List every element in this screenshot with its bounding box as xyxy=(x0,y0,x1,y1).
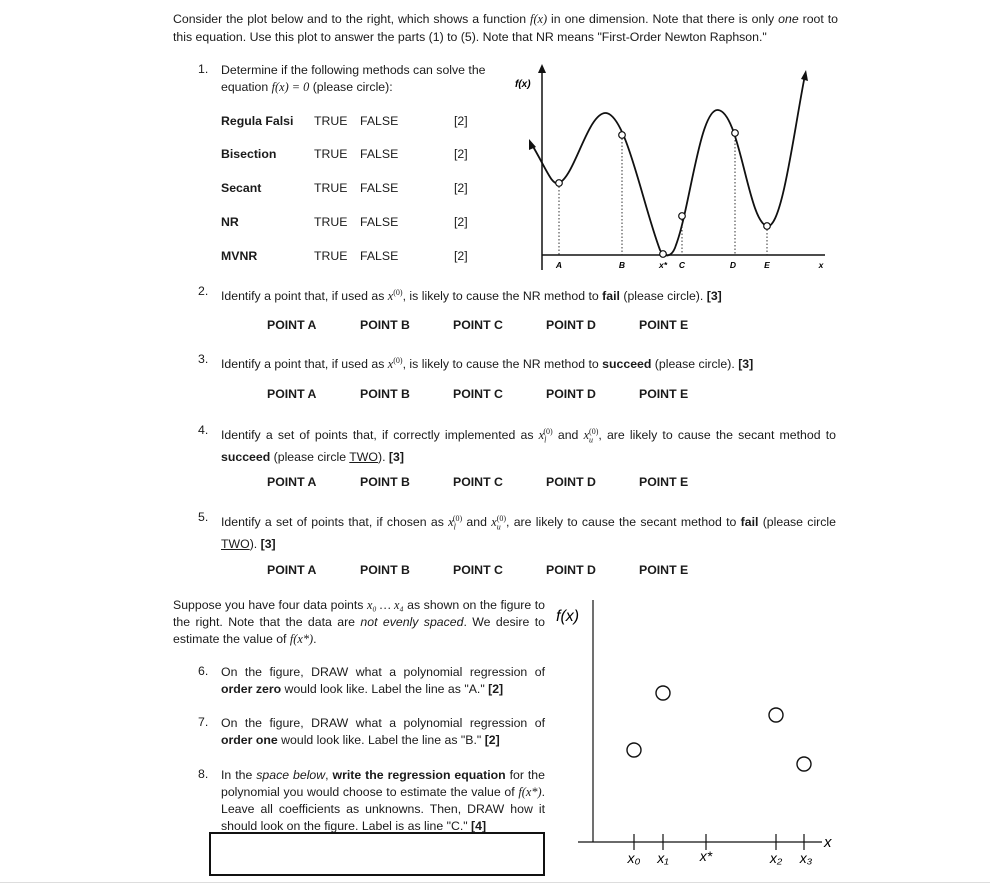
false-option[interactable]: FALSE xyxy=(360,249,399,263)
intro-paragraph: Consider the plot below and to the right, which shows a function f(x) in one dimension. Note that there is only one root to this equation. Use this plot to answer the parts (1) to (5). Note that NR means "First-Order Newton Raphson." xyxy=(173,12,839,44)
true-option[interactable]: TRUE xyxy=(314,181,348,195)
question-6-number: 6. xyxy=(198,664,209,678)
tick-label-a: A xyxy=(555,260,563,270)
method-mvnr: MVNR xyxy=(221,249,258,263)
true-option[interactable]: TRUE xyxy=(314,114,348,128)
marks: [2] xyxy=(454,249,468,263)
q4-point-e[interactable]: POINT E xyxy=(639,475,689,489)
question-8-text: In the space below, write the regression equation for the polynomial you would choose to estimate the value of f(x*). Leave all coefficients as unknowns. Then, DRAW how it should look on the figure. Label is as line "C." [4] xyxy=(221,768,545,833)
q5-point-d[interactable]: POINT D xyxy=(546,563,596,577)
q3-point-a[interactable]: POINT A xyxy=(267,387,317,401)
marks: [2] xyxy=(454,181,468,195)
method-nr: NR xyxy=(221,215,239,229)
point-c-marker xyxy=(679,213,686,220)
q2-point-c[interactable]: POINT C xyxy=(453,318,503,332)
data-point-x0 xyxy=(627,743,641,757)
question-5-text: Identify a set of points that, if chosen as $x_l^{(0)}$ and $x_u^{(0)}$, are likely to cause the secant method to fail (please circle TWO). [3] xyxy=(221,514,836,551)
true-option[interactable]: TRUE xyxy=(314,215,348,229)
data-point-x2 xyxy=(769,708,783,722)
q2-point-e[interactable]: POINT E xyxy=(639,318,689,332)
q3-point-b[interactable]: POINT B xyxy=(360,387,410,401)
q4-point-a[interactable]: POINT A xyxy=(267,475,317,489)
answer-box[interactable] xyxy=(209,832,545,876)
q5-point-c[interactable]: POINT C xyxy=(453,563,503,577)
marks: [2] xyxy=(454,147,468,161)
method-secant: Secant xyxy=(221,181,262,195)
marks: [2] xyxy=(454,114,468,128)
question-7-number: 7. xyxy=(198,715,209,729)
q5-point-b[interactable]: POINT B xyxy=(360,563,410,577)
page-bottom-divider xyxy=(0,882,990,883)
false-option[interactable]: FALSE xyxy=(360,114,399,128)
marks: [2] xyxy=(454,215,468,229)
tick-label-xstar: x* xyxy=(699,848,713,864)
plot2-x-label: x xyxy=(824,834,832,851)
question-6-text: On the figure, DRAW what a polynomial regression of order zero would look like. Label the line as "A." [2] xyxy=(221,665,545,696)
method-regula-falsi: Regula Falsi xyxy=(221,114,294,128)
question-4-number: 4. xyxy=(198,423,209,437)
q3-point-c[interactable]: POINT C xyxy=(453,387,503,401)
question-2-number: 2. xyxy=(198,284,209,298)
function-plot xyxy=(505,62,835,274)
question-3-number: 3. xyxy=(198,352,209,366)
plot1-x-label: x xyxy=(818,260,824,270)
point-e-marker xyxy=(764,223,771,230)
question-2-text: Identify a point that, if used as $x^{(0)}$, is likely to cause the NR method to fail (please circle). [3] xyxy=(221,288,722,304)
q5-point-a[interactable]: POINT A xyxy=(267,563,317,577)
true-option[interactable]: TRUE xyxy=(314,249,348,263)
question-5-number: 5. xyxy=(198,510,209,524)
q5-point-e[interactable]: POINT E xyxy=(639,563,689,577)
tick-label-b: B xyxy=(618,260,626,270)
function-curve xyxy=(531,75,805,255)
false-option[interactable]: FALSE xyxy=(360,147,399,161)
question-8-number: 8. xyxy=(198,767,209,781)
curve-right-arrow xyxy=(801,70,808,81)
data-point-x1 xyxy=(656,686,670,700)
data-point-plot xyxy=(550,596,840,872)
point-b-marker xyxy=(619,132,626,139)
q3-point-e[interactable]: POINT E xyxy=(639,387,689,401)
tick-label-x0: x₀ xyxy=(627,850,641,866)
q2-point-b[interactable]: POINT B xyxy=(360,318,410,332)
tick-label-x3: x₃ xyxy=(799,850,813,866)
point-d-marker xyxy=(732,130,739,137)
q2-point-d[interactable]: POINT D xyxy=(546,318,596,332)
tick-label-c: C xyxy=(678,260,686,270)
root-marker xyxy=(660,251,667,258)
q2-point-a[interactable]: POINT A xyxy=(267,318,317,332)
question-3-text: Identify a point that, if used as $x^{(0)}$, is likely to cause the NR method to succeed (please circle). [3] xyxy=(221,356,754,372)
q4-point-d[interactable]: POINT D xyxy=(546,475,596,489)
tick-label-root: x* xyxy=(658,260,668,270)
data-point-x3 xyxy=(797,757,811,771)
q4-point-c[interactable]: POINT C xyxy=(453,475,503,489)
tick-label-e: E xyxy=(764,260,770,270)
part2-intro: Suppose you have four data points x₀ … x₄ as shown on the figure to the right. Note that the data are not evenly spaced. We desire to estimate the value of f(x*). xyxy=(173,598,545,646)
tick-label-x1: x₁ xyxy=(657,850,669,866)
method-bisection: Bisection xyxy=(221,147,277,161)
false-option[interactable]: FALSE xyxy=(360,181,399,195)
q3-point-d[interactable]: POINT D xyxy=(546,387,596,401)
question-1-text: Determine if the following methods can solve the equation f(x) = 0 (please circle): xyxy=(221,63,486,94)
point-a-marker xyxy=(556,180,563,187)
plot1-y-arrow xyxy=(538,64,546,73)
tick-label-x2: x₂ xyxy=(769,850,783,866)
plot1-y-label: f(x) xyxy=(515,79,531,90)
question-4-text: Identify a set of points that, if correctly implemented as $x_l^{(0)}$ and $x_u^{(0)}$, are likely to cause the secant method to succeed (please circle TWO). [3] xyxy=(221,427,836,464)
false-option[interactable]: FALSE xyxy=(360,215,399,229)
question-7-text: On the figure, DRAW what a polynomial regression of order one would look like. Label the line as "B." [2] xyxy=(221,716,545,747)
true-option[interactable]: TRUE xyxy=(314,147,348,161)
plot2-y-label: f(x) xyxy=(556,608,580,625)
question-1-number: 1. xyxy=(198,62,209,76)
tick-label-d: D xyxy=(729,260,737,270)
q4-point-b[interactable]: POINT B xyxy=(360,475,410,489)
